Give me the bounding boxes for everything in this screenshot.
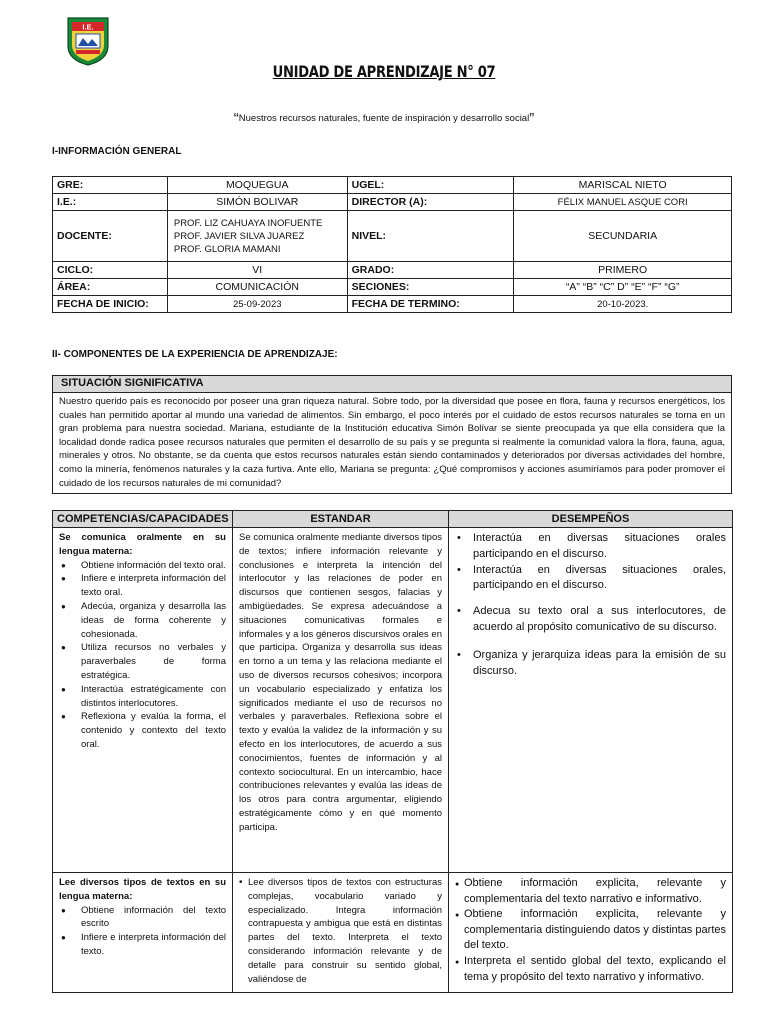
area-value: COMUNICACIÓN (167, 279, 347, 296)
list-item: ● Adecúa, organiza y desarrolla las ideas de forma coherente y cohesionada. (59, 600, 226, 641)
table-row (53, 194, 732, 211)
docente-name: PROF. JAVIER SILVA JUAREZ (173, 230, 305, 242)
list-item: ● Reflexiona y evalúa la forma, el contenido y contexto del texto oral. (59, 710, 226, 751)
table-row (53, 873, 733, 993)
estandar-oral-cell: Se comunica oralmente mediante diversos tipos de textos; infiere información relevante y conclusiones e interpreta la intención del interlocutor y las relaciones de poder en discursos que contienen sesgos, falacias y ambigüedades. Se expresa adecuándose a situaciones comunicativas formales e informales y a los géneros discursivos orales en que participa. Organiza y desarrolla sus ideas en torno a un tema y las relaciona mediante el uso de diversos recursos cohesivos; incorpora un vocabulario especializado y enfatiza los significados mediante el uso de recursos no verbales y paraverbales. Reflexiona sobre el texto y evalúa la validez de la información y su efecto en los interlocutores, de acuerdo a sus conocimientos, fuentes de información y al contexto sociocultural. En un intercambio, hace contribuciones relevantes y evalúa las ideas de los otros para contra argumentar, eligiendo estratégicamente cómo y en qué momento participa. (233, 528, 449, 873)
gre-value: MOQUEGUA (167, 177, 347, 194)
list-item: ● Utiliza recursos no verbales y paraverbales de forma estratégica. (59, 641, 226, 682)
competencias-table (52, 510, 733, 993)
desempenos-oral-cell (449, 528, 733, 873)
list-item: ● Obtiene información explicita, relevante y complementaria distinguiendo datos y distintas partes del texto. (455, 907, 726, 954)
desempenos-list (455, 531, 726, 679)
header-desempenos: DESEMPEÑOS (449, 511, 733, 528)
list-item: ● Interpreta el sentido global del texto, explicando el tema y propósito del texto narrativo y informativo. (455, 954, 726, 985)
docente-name: PROF. LIZ CAHUAYA INOFUENTE (173, 217, 323, 229)
grado-label: GRADO: (347, 262, 514, 279)
table-row (53, 296, 732, 313)
estandar-lectura-cell (233, 873, 449, 993)
table-row (53, 279, 732, 296)
desempenos-lectura-cell (449, 873, 733, 993)
nivel-value: SECUNDARIA (514, 211, 732, 262)
section-heading-components: II- COMPONENTES DE LA EXPERIENCIA DE APRENDIZAJE: (52, 349, 338, 360)
fecha-inicio-label: FECHA DE INICIO: (53, 296, 168, 313)
list-item: • Organiza y jerarquiza ideas para la emisión de su discurso. (455, 648, 726, 680)
competencia-title: Se comunica oralmente en su lengua materna: (59, 532, 226, 557)
capacidades-list (59, 904, 226, 959)
gre-label: GRE: (53, 177, 168, 194)
list-item: • Lee diversos tipos de textos con estructuras complejas, vocabulario variado y especializado. Integra información contrapuesta y ambigua que está en distintas partes del texto. Interpreta el texto considerando información relevante y de detalle para construir su sentido global, valiéndose de (239, 876, 442, 986)
ugel-label: UGEL: (347, 177, 514, 194)
list-item: ● Obtiene información del texto oral. (59, 559, 226, 573)
unit-subtitle-text: Nuestros recursos naturales, fuente de inspiración y desarrollo social (238, 113, 530, 124)
list-item: ● Interactúa estratégicamente con distintos interlocutores. (59, 683, 226, 711)
fecha-termino-label: FECHA DE TERMINO: (347, 296, 514, 313)
docente-label: DOCENTE: (53, 211, 168, 262)
situacion-heading: SITUACIÓN SIGNIFICATIVA (53, 376, 731, 393)
general-info-table (52, 176, 732, 313)
docente-name: PROF. GLORIA MAMANI (173, 243, 281, 255)
situacion-text: Nuestro querido país es reconocido por poseer una gran riqueza natural. Sobre todo, por la diversidad que posee en flora, fauna y recursos energéticos, los cuales han permitido aportar al mundo una variedad de alimentos. Sin embargo, el poco interés por el cuidado de estos recursos naturales se torna en un gran problema para nuestra sociedad. Mariana, estudiante de la Institución educativa Simón Bolívar se siente preocupada ya que ella considera que la localidad donde radica posee recursos naturales que permiten el desarrollo de su país y se pregunta si realmente la comunidad valora la flora, fauna, agua, minerales y otros. No obstante, se da cuenta que estos recursos naturales están siendo contaminados y deteriorados por diversas actividades del hombre, como la minería, fenómenos naturales y la caza furtiva. Ante ello, Mariana se pregunta: ¿Qué compromisos y acciones asumiríamos para poder promover el cuidado de los recursos naturales de mi comunidad? (59, 396, 725, 489)
table-row (53, 177, 732, 194)
director-value: FÉLIX MANUEL ASQUE CORI (514, 194, 732, 211)
document-title: UNIDAD DE APRENDIZAJE N° 07 (272, 62, 496, 81)
desempenos-list (455, 876, 726, 985)
competencia-title: Lee diversos tipos de textos en su lengua materna: (59, 877, 226, 902)
table-row (53, 528, 733, 873)
list-item: • Interactúa en diversas situaciones orales participando en el discurso. (455, 531, 726, 563)
table-row (53, 262, 732, 279)
list-item: ● Infiere e interpreta información del texto. (59, 931, 226, 959)
situacion-significativa-box (52, 375, 732, 494)
area-label: ÁREA: (53, 279, 168, 296)
table-row (53, 211, 732, 262)
fecha-termino-value: 20-10-2023. (514, 296, 732, 313)
ie-label: I.E.: (53, 194, 168, 211)
ie-value: SIMÓN BOLIVAR (167, 194, 347, 211)
table-header-row (53, 511, 733, 528)
list-item: ● Obtiene información del texto escrito (59, 904, 226, 932)
ciclo-value: VI (167, 262, 347, 279)
director-label: DIRECTOR (A): (347, 194, 514, 211)
header-estandar: ESTANDAR (233, 511, 449, 528)
secciones-label: SECIONES: (347, 279, 514, 296)
docentes-list (167, 211, 347, 262)
grado-value: PRIMERO (514, 262, 732, 279)
list-item: ● Obtiene información explicita, relevante y complementaria del texto narrativo e informativo. (455, 876, 726, 907)
fecha-inicio-value: 25-09-2023 (167, 296, 347, 313)
competencia-lectura-cell (53, 873, 233, 993)
unit-subtitle: “Nuestros recursos naturales, fuente de inspiración y desarrollo social” (233, 110, 535, 127)
estandar-list (239, 876, 442, 986)
secciones-value: “A” “B” “C” D” “E” “F” “G” (514, 279, 732, 296)
nivel-label: NIVEL: (347, 211, 514, 262)
list-item: ● Infiere e interpreta información del texto oral. (59, 572, 226, 600)
header-competencias: COMPETENCIAS/CAPACIDADES (53, 511, 233, 528)
school-crest-logo (66, 16, 110, 66)
list-item: • Interactúa en diversas situaciones orales, participando en el discurso. (455, 563, 726, 595)
section-heading-general-info: I-INFORMACIÓN GENERAL (52, 146, 182, 157)
capacidades-list (59, 559, 226, 752)
competencia-oral-cell (53, 528, 233, 873)
list-item: • Adecua su texto oral a sus interlocutores, de acuerdo al propósito comunicativo de su discurso. (455, 604, 726, 636)
ugel-value: MARISCAL NIETO (514, 177, 732, 194)
logo-text: I.E. (82, 22, 94, 32)
ciclo-label: CICLO: (53, 262, 168, 279)
